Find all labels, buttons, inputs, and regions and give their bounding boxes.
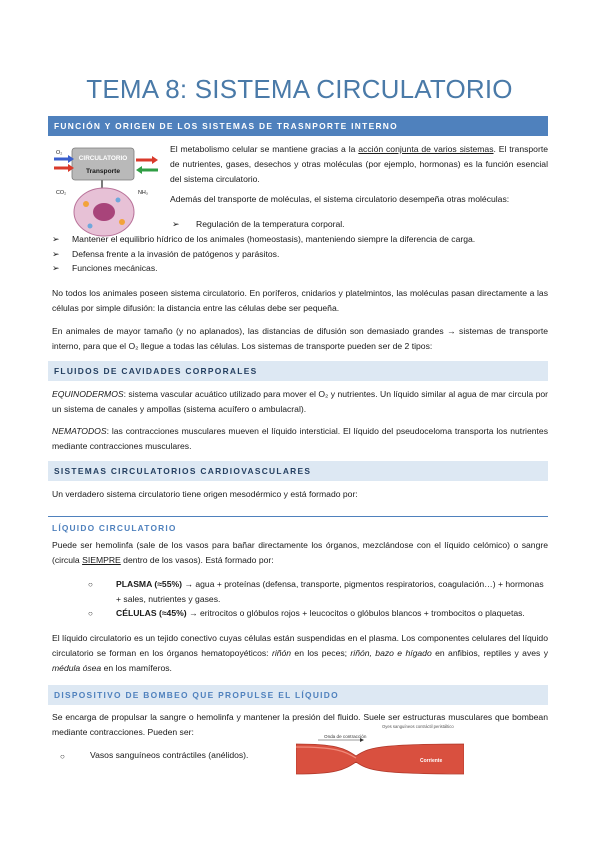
figure-label-flow: Corriente (420, 758, 443, 764)
text-run: : las contracciones musculares mueven el líquido intersticial. El líquido del pseudoceloma transporta los nutrientes mediante contracciones musculares. (52, 426, 548, 451)
italic-term: riñón, bazo e hígado (350, 648, 432, 658)
section-heading-text: DISPOSITIVO DE BOMBEO QUE PROPULSE EL LÍQUIDO (54, 690, 339, 700)
nucleus-icon (93, 203, 115, 221)
paragraph-mayor-tamano: En animales de mayor tamaño (y no aplanados), las distancias de difusión son demasiado grandes → sistemas de transporte interno, para que el O₂ llegue a todas las células. Los sistemas de transporte pueden ser de 2 tipos: (52, 326, 548, 351)
subsection-rule (48, 516, 548, 517)
text-run: en anfibios, reptiles y aves y (431, 648, 549, 658)
text-run: : sistema vascular acuático utilizado para mover el O₂ y nutrientes. Un líquido similar al agua de mar circula por un sistema de canales y ampollas (sistema acuífero o ambulacral). (52, 389, 548, 414)
list-item-vasos: Vasos sanguíneos contráctiles (anélidos). (90, 750, 249, 760)
text-run: . El transporte de nutrientes, gases, desechos y otras moléculas (por ejemplo, hormonas) es la función esencial del sistema circulatorio. (170, 144, 548, 184)
paragraph-equinodermos (52, 387, 548, 417)
arrow-bullet-icon: ➢ (52, 234, 60, 244)
list-item-plasma (116, 577, 548, 607)
figure-label-box: CIRCULATORIO (78, 155, 128, 162)
paragraph-verdadero: Un verdadero sistema circulatorio tiene origen mesodérmico y está formado por: (52, 489, 358, 499)
figure-label-transport: Transporte (85, 168, 121, 175)
italic-term: riñón (271, 648, 292, 658)
section-heading-funcion (48, 116, 548, 136)
circle-bullet-icon: ○ (88, 580, 93, 589)
section-heading-text: FUNCIÓN Y ORIGEN DE LOS SISTEMAS DE TRASNPORTE INTERNO (54, 121, 398, 131)
text-run: en los peces; (291, 648, 351, 658)
subsection-heading-liquido: LÍQUIDO CIRCULATORIO (52, 523, 177, 533)
organelle-icon (83, 201, 89, 207)
text-run: dentro de los vasos). Está formado por: (120, 555, 274, 565)
item-label: PLASMA (≈55%) (116, 579, 182, 589)
paragraph-hemolinfa (52, 538, 548, 568)
underlined-text: acción conjunta de varios sistemas (358, 144, 494, 154)
item-label: CÉLULAS (≈45%) (116, 608, 187, 618)
arrow-bullet-icon: ➢ (52, 263, 60, 273)
bullet-item: Funciones mecánicas. (72, 263, 158, 273)
italic-term: NEMATODOS (52, 426, 107, 436)
italic-term: EQUINODERMOS (52, 389, 124, 399)
arrow-out-red-head (152, 156, 158, 164)
organelle-icon (119, 219, 125, 225)
circulatorio-box (72, 148, 134, 180)
figure-label-note: Oyes sanguíneos contráctil peristáltico (382, 724, 454, 729)
paragraph-tejido-conectivo (52, 631, 548, 676)
figure-label-wave: Onda de contracción (324, 734, 367, 739)
paragraph-metabolismo (170, 142, 548, 187)
bullet-item: Mantener el equilibrio hídrico de los animales (homeostasis), manteniendo siempre la diferencia de carga. (72, 234, 476, 244)
section-heading-fluidos (48, 361, 548, 381)
text-run: El metabolismo celular se mantiene gracias a la (170, 144, 359, 154)
text-run: Puede ser hemolinfa (sale de los vasos para bañar directamente los órganos, mezclándose con el líquido celómico) o sangre (circula (52, 540, 548, 565)
arrow-bullet-icon: ➢ (172, 219, 180, 229)
figure-label-o2: O₂ (56, 150, 63, 156)
organelle-icon (88, 224, 93, 229)
circle-bullet-icon: ○ (88, 609, 93, 618)
underlined-text: SIEMPRE (82, 555, 121, 565)
contractile-vessel-figure (296, 722, 464, 784)
figure-label-nh3: NH₃ (138, 190, 148, 196)
item-text: → agua + proteínas (defensa, transporte, pigmentos respiratorios, coagulación…) + hormonas + sales, nutrientes y gases. (116, 579, 544, 604)
item-text: → eritrocitos o glóbulos rojos + leucocitos o glóbulos blancos + trombocitos o plaquetas. (186, 608, 525, 618)
paragraph-propulsar: Se encarga de propulsar la sangre o hemolinfa y mantener la presión del fluido. Suele ser estructuras musculares que bombean mediante contracciones. Pueden ser: (52, 712, 548, 737)
italic-term: médula ósea (52, 663, 102, 673)
cell-transport-figure (52, 142, 164, 246)
section-heading-text: SISTEMAS CIRCULATORIOS CARDIOVASCULARES (54, 466, 312, 476)
text-run: El líquido circulatorio es un tejido conectivo cuyas células están suspendidas en el plasma. Los componentes celulares del líquido circulatorio se forman en los órganos hematopoyéticos: (52, 633, 548, 658)
list-item-celulas (116, 606, 548, 621)
bullet-item: Defensa frente a la invasión de patógenos y parásitos. (72, 249, 280, 259)
bullet-item: Regulación de la temperatura corporal. (196, 219, 345, 229)
paragraph-no-todos: No todos los animales poseen sistema circulatorio. En poríferos, cnidarios y platelmintos, las moléculas pasan directamente a las células por simple difusión: la distancia entre las células debe ser pequeña. (52, 288, 548, 313)
section-heading-cardiovasculares (48, 461, 548, 481)
section-heading-text: FLUIDOS DE CAVIDADES CORPORALES (54, 366, 258, 376)
page-title: TEMA 8: SISTEMA CIRCULATORIO (86, 74, 513, 104)
paragraph-nematodos (52, 424, 548, 454)
text-run: en los mamíferos. (101, 663, 172, 673)
arrow-out-green-head (136, 166, 142, 174)
circle-bullet-icon: ○ (60, 752, 65, 761)
subsection-heading-dispositivo (48, 685, 548, 705)
arrow-bullet-icon: ➢ (52, 249, 60, 259)
paragraph-ademas: Además del transporte de moléculas, el sistema circulatorio desempeña otras moléculas: (170, 194, 510, 204)
organelle-icon (116, 198, 121, 203)
figure-label-co2: CO₂ (56, 190, 67, 196)
